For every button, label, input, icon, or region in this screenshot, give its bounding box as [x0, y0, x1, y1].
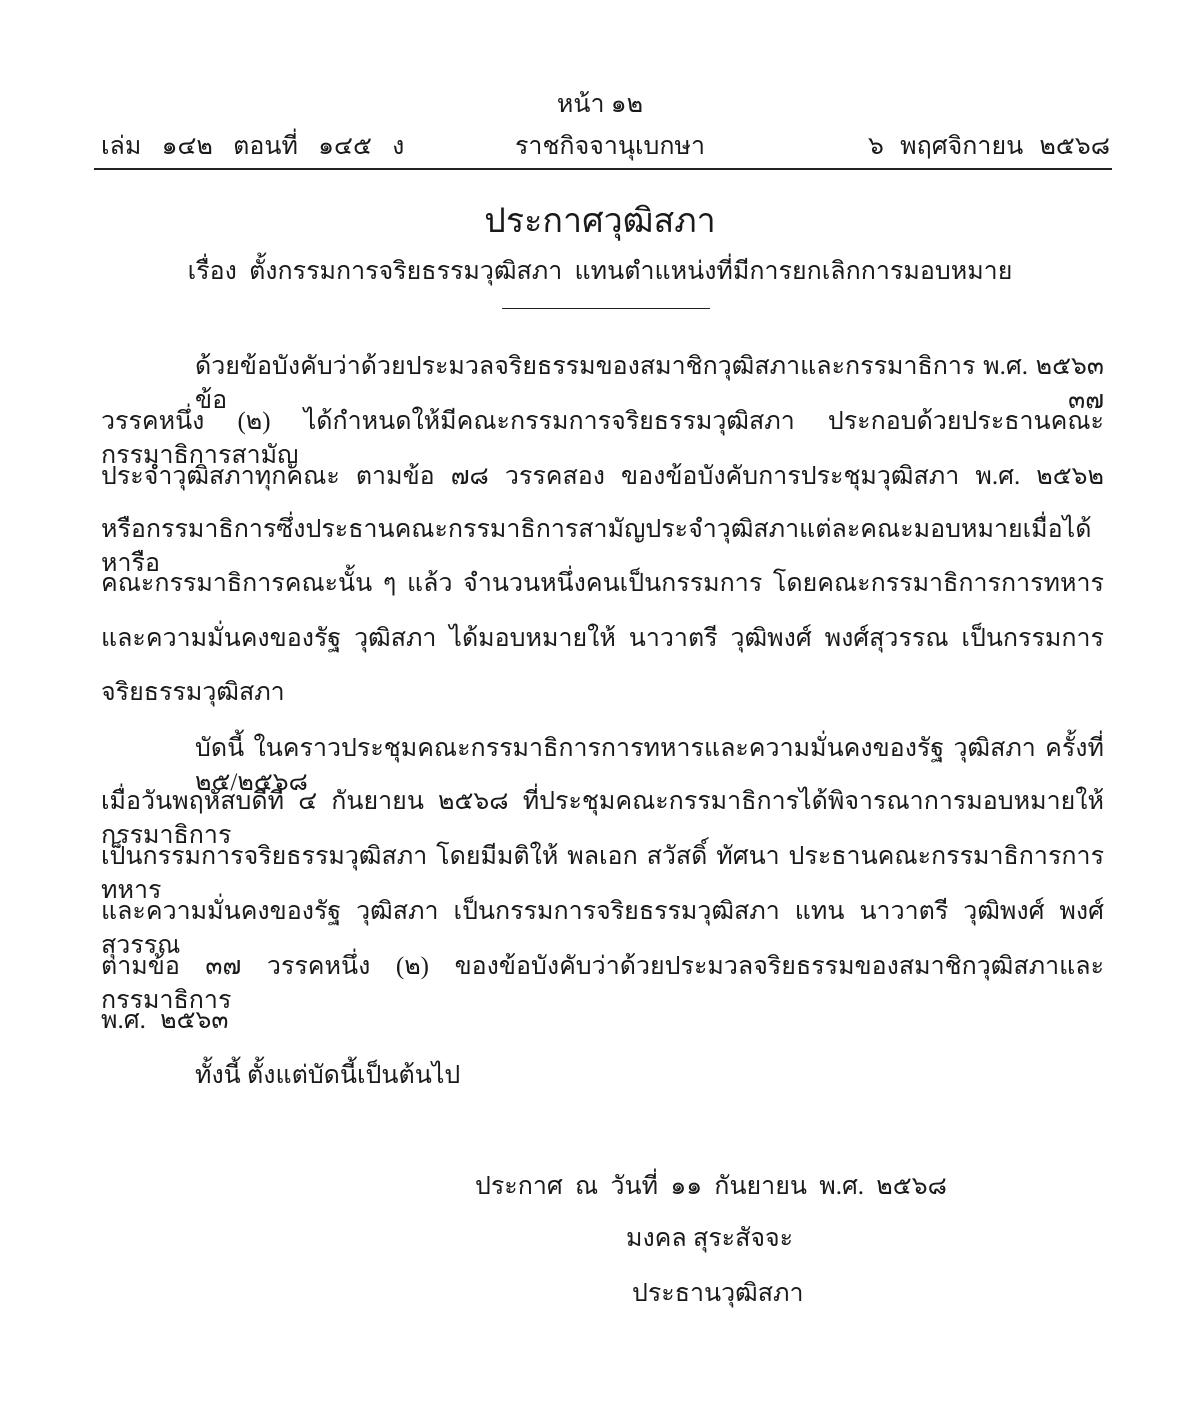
document-title: ประกาศวุฒิสภา — [484, 203, 716, 240]
body-line: และความมั่นคงของรัฐ วุฒิสภา ได้มอบหมายให้ นาวาตรี วุฒิพงศ์ พงศ์สุวรรณ เป็นกรรมการ — [101, 625, 1104, 652]
body-line: ด้วยข้อบังคับว่าด้วยประมวลจริยธรรมของสมาชิกวุฒิสภาและกรรมาธิการ พ.ศ. ๒๕๖๓ ข้อ ๓๗ — [195, 353, 1104, 414]
page-number: หน้า ๑๒ — [556, 91, 644, 118]
signatory-name: มงคล สุระสัจจะ — [626, 1225, 794, 1252]
title-rule — [502, 308, 710, 309]
body-line: พ.ศ. ๒๕๖๓ — [101, 1007, 229, 1034]
body-line: ตามข้อ ๓๗ วรรคหนึ่ง (๒) ของข้อบังคับว่าด้วยประมวลจริยธรรมของสมาชิกวุฒิสภาและกรรมาธิการ — [101, 953, 1104, 1014]
body-line: คณะกรรมาธิการคณะนั้น ๆ แล้ว จำนวนหนึ่งคนเป็นกรรมการ โดยคณะกรรมาธิการการทหาร — [101, 570, 1104, 597]
document-subject: เรื่อง ตั้งกรรมการจริยธรรมวุฒิสภา แทนตำแหน่งที่มีการยกเลิกการมอบหมาย — [187, 258, 1013, 285]
body-line: หรือกรรมาธิการซึ่งประธานคณะกรรมาธิการสามัญประจำวุฒิสภาแต่ละคณะมอบหมายเมื่อได้หารือ — [101, 516, 1092, 577]
body-line: จริยธรรมวุฒิสภา — [101, 679, 285, 706]
volume-info: เล่ม ๑๔๒ ตอนที่ ๑๔๕ ง — [101, 133, 405, 160]
body-line: เป็นกรรมการจริยธรรมวุฒิสภา โดยมีมติให้ พลเอก สวัสดิ์ ทัศนา ประธานคณะกรรมาธิการการทหาร — [101, 843, 1104, 904]
announcement-date: ประกาศ ณ วันที่ ๑๑ กันยายน พ.ศ. ๒๕๖๘ — [475, 1173, 947, 1200]
publication-name: ราชกิจจานุเบกษา — [515, 133, 706, 160]
body-line: ประจำวุฒิสภาทุกคณะ ตามข้อ ๗๘ วรรคสอง ของข้อบังคับการประชุมวุฒิสภา พ.ศ. ๒๕๖๒ — [101, 463, 1104, 490]
body-line: เมื่อวันพฤหัสบดีที่ ๔ กันยายน ๒๕๖๘ ที่ประชุมคณะกรรมาธิการได้พิจารณาการมอบหมายให้กรรมาธิการ — [101, 788, 1104, 849]
body-line: บัดนี้ ในคราวประชุมคณะกรรมาธิการการทหารและความมั่นคงของรัฐ วุฒิสภา ครั้งที่ ๒๕/๒๕๖๘ — [195, 735, 1104, 796]
body-line: และความมั่นคงของรัฐ วุฒิสภา เป็นกรรมการจริยธรรมวุฒิสภา แทน นาวาตรี วุฒิพงศ์ พงศ์สุวรรณ — [101, 898, 1104, 959]
header-rule — [94, 168, 1112, 170]
signatory-position: ประธานวุฒิสภา — [632, 1280, 804, 1307]
body-line: วรรคหนึ่ง (๒) ได้กำหนดให้มีคณะกรรมการจริยธรรมวุฒิสภา ประกอบด้วยประธานคณะกรรมาธิการสามัญ — [101, 408, 1104, 469]
publication-date: ๖ พฤศจิกายน ๒๕๖๘ — [868, 133, 1110, 160]
body-line: ทั้งนี้ ตั้งแต่บัดนี้เป็นต้นไป — [195, 1062, 461, 1089]
